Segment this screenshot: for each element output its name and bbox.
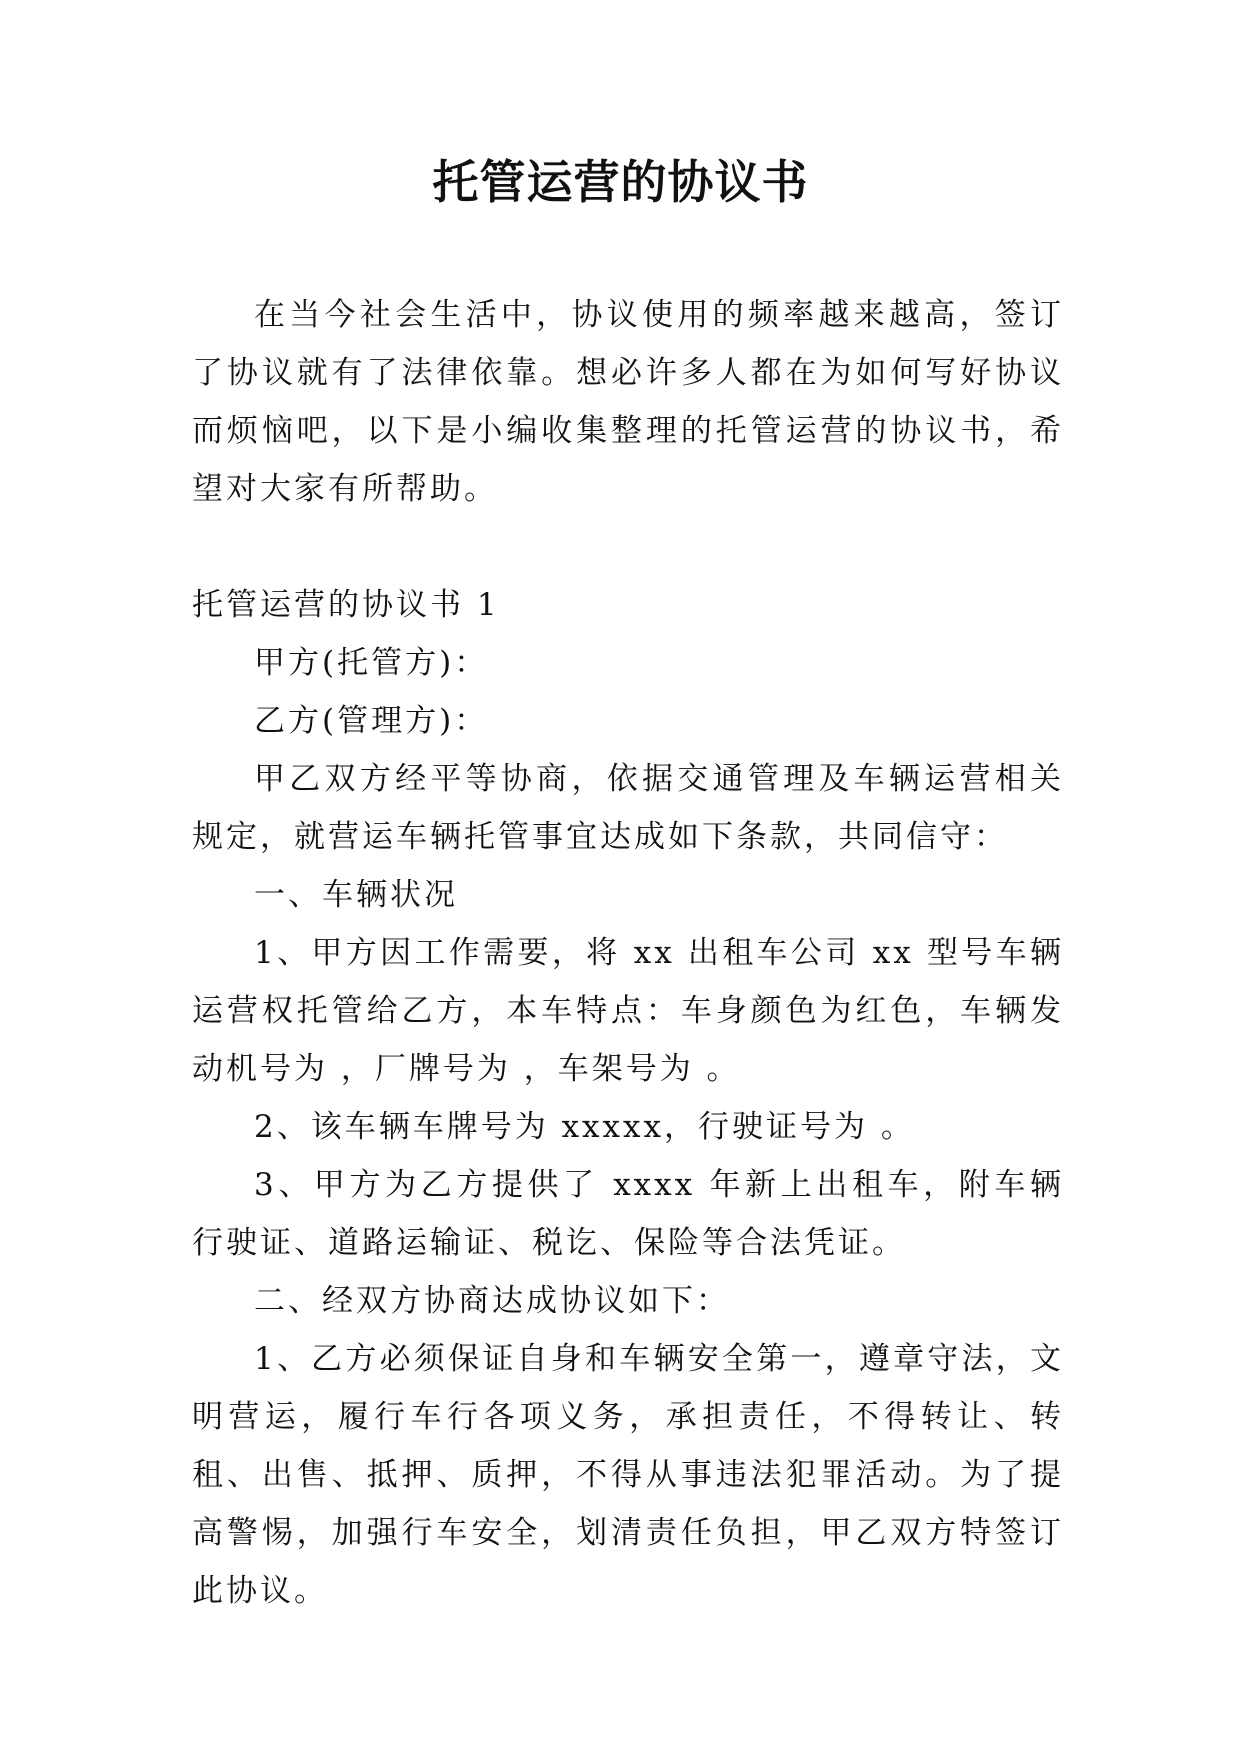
intro-paragraph: 在当今社会生活中，协议使用的频率越来越高，签订了协议就有了法律依靠。想必许多人都在为如何写好协议而烦恼吧，以下是小编收集整理的托管运营的协议书，希望对大家有所帮助。 [192, 297, 1064, 507]
part1-item1: 1、甲方因工作需要，将 xx 出租车公司 xx 型号车辆运营权托管给乙方，本车特点：车身颜色为红色，车辆发动机号为 ，厂牌号为 ，车架号为 。 [192, 935, 1064, 1087]
part2-heading: 二、经双方协商达成协议如下： [254, 1283, 730, 1319]
party-b-line: 乙方(管理方)： [254, 703, 489, 739]
document-body [192, 286, 1064, 1620]
party-a-line: 甲方(托管方)： [254, 645, 489, 681]
section-heading: 托管运营的协议书 1 [192, 587, 500, 623]
part1-heading: 一、车辆状况 [254, 877, 458, 913]
part1-item3: 3、甲方为乙方提供了 xxxx 年新上出租车，附车辆行驶证、道路运输证、税讫、保险等合法凭证。 [192, 1167, 1064, 1261]
part1-item2: 2、该车辆车牌号为 xxxxx，行驶证号为 。 [254, 1109, 915, 1145]
preamble-paragraph: 甲乙双方经平等协商，依据交通管理及车辆运营相关规定，就营运车辆托管事宜达成如下条款，共同信守： [192, 761, 1064, 855]
part2-item1: 1、乙方必须保证自身和车辆安全第一，遵章守法，文明营运，履行车行各项义务，承担责任，不得转让、转租、出售、抵押、质押，不得从事违法犯罪活动。为了提高警惕，加强行车安全，划清责任负担，甲乙双方特签订此协议。 [192, 1341, 1064, 1609]
document-title: 托管运营的协议书 [432, 155, 809, 209]
